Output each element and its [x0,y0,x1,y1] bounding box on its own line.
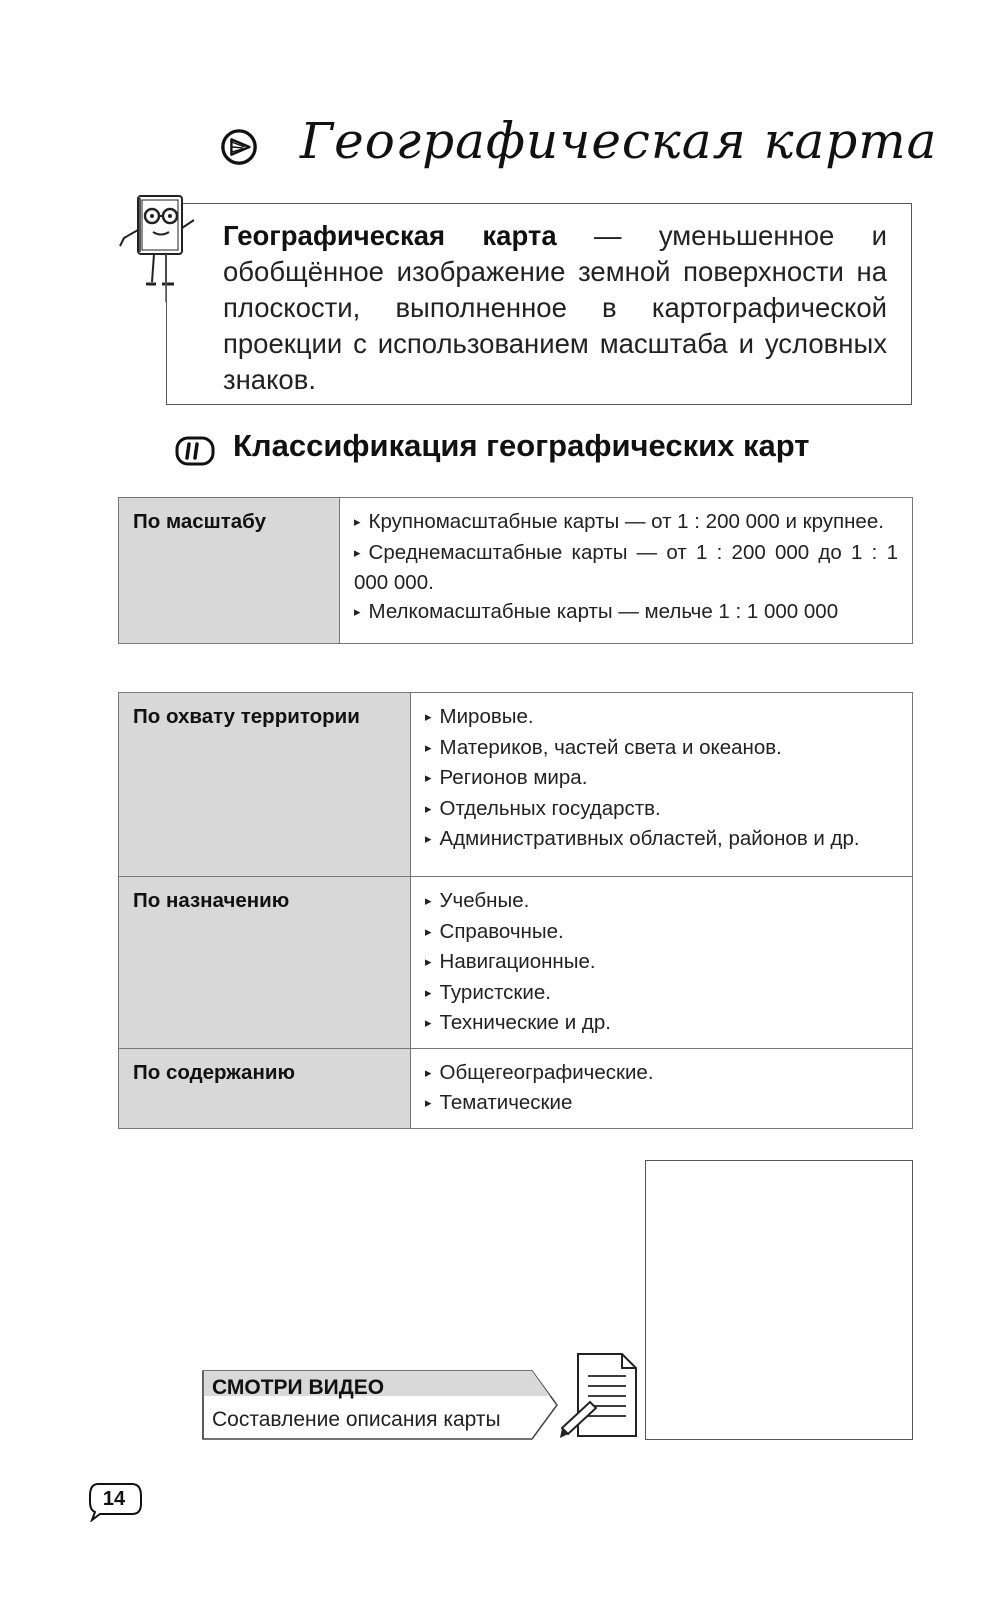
list-item-text: Регионов мира. [439,766,588,789]
list-item [425,1089,898,1120]
items-cell [411,877,913,1049]
bullet-icon: ▸ [425,739,432,755]
list-item-text: Навигационные. [439,950,596,973]
page-number-badge [88,1482,144,1522]
list-item [425,887,898,918]
list-item [354,508,898,539]
bullet-icon: ▸ [425,984,432,1000]
bullet-icon: ▸ [425,770,432,785]
list-item-text: Учебные. [439,889,530,912]
list-item [425,1009,898,1040]
document-pen-icon [560,1350,640,1440]
list-item [425,764,898,795]
table-row [119,498,913,644]
list-item-text: Отдельных государств. [439,796,661,820]
bullet-icon: ▸ [425,831,432,846]
list-item [425,948,898,979]
definition-body: — уменьшенное и обобщённое изображение земной поверхности на плоскости, выполненное в картографической проекции с использованием масштаба и условных знаков. [223,220,887,395]
category-cell: По назначению [119,877,411,1049]
category-cell: По охвату территории [119,693,411,877]
list-item-text: Тематические [439,1091,573,1114]
bullet-icon: ▸ [425,1064,432,1080]
category-cell: По масштабу [119,498,340,644]
list-item [425,703,898,734]
list-item [354,539,898,598]
category-cell: По содержанию [119,1048,411,1128]
video-banner-text[interactable] [202,1370,542,1440]
bullet-icon: ▸ [425,923,432,939]
bullet-icon: ▸ [425,800,432,816]
bullet-icon: ▸ [354,603,361,619]
list-item-text: Материков, частей света и океанов. [439,735,782,759]
list-item-text: Среднемасштабные карты — от 1 : 200 000 до 1 : 1 000 000. [354,540,898,594]
bullet-icon: ▸ [354,544,361,560]
video-label: СМОТРИ ВИДЕО [212,1376,385,1399]
bullet-icon: ▸ [425,893,432,908]
definition-text [223,218,887,398]
section-heading: Классификация географических карт [233,428,810,463]
bullet-icon: ▸ [425,709,432,724]
table1-body [119,498,913,644]
list-item-text: Крупномасштабные карты — от 1 : 200 000 и крупнее. [368,510,884,533]
table-row [119,877,913,1049]
items-cell [411,693,913,877]
section-heading-block [175,428,875,474]
list-item-text: Технические и др. [439,1011,611,1034]
bullet-icon: ▸ [354,514,361,529]
list-item-text: Справочные. [439,919,564,943]
table-row [119,693,913,877]
list-item [425,825,898,856]
items-cell [340,498,913,644]
list-item-text: Мировые. [439,705,534,728]
classification-table-scale [118,497,913,644]
page-number: 14 [102,1488,126,1510]
list-item-text: Общегеографические. [439,1060,654,1084]
bullet-icon: ▸ [425,1015,432,1030]
list-item-text: Административных областей, районов и др. [439,827,860,850]
bullet-icon: ▸ [425,1095,432,1110]
video-qr-box[interactable] [645,1160,913,1440]
bullet-icon: ▸ [425,954,432,969]
definition-term: Географическая карта [223,220,557,251]
list-item [425,734,898,765]
list-item [425,979,898,1010]
video-description: Составление описания карты [212,1408,501,1431]
table-row [119,1048,913,1128]
page-title: Географическая карта [300,112,938,170]
items-cell [411,1048,913,1128]
table2-body [119,693,913,1129]
list-item [354,598,898,629]
list-item [425,1059,898,1090]
book-mascot-icon [116,190,200,302]
list-item [425,918,898,949]
page-title-block [220,112,938,182]
pause-badge-icon [175,436,215,466]
list-item-text: Туристские. [439,980,551,1004]
definition-box [166,203,912,405]
play-circle-icon [220,128,258,166]
list-item [425,795,898,826]
classification-table-other [118,692,913,1129]
list-item-text: Мелкомасштабные карты — мельче 1 : 1 000 000 [368,599,839,623]
